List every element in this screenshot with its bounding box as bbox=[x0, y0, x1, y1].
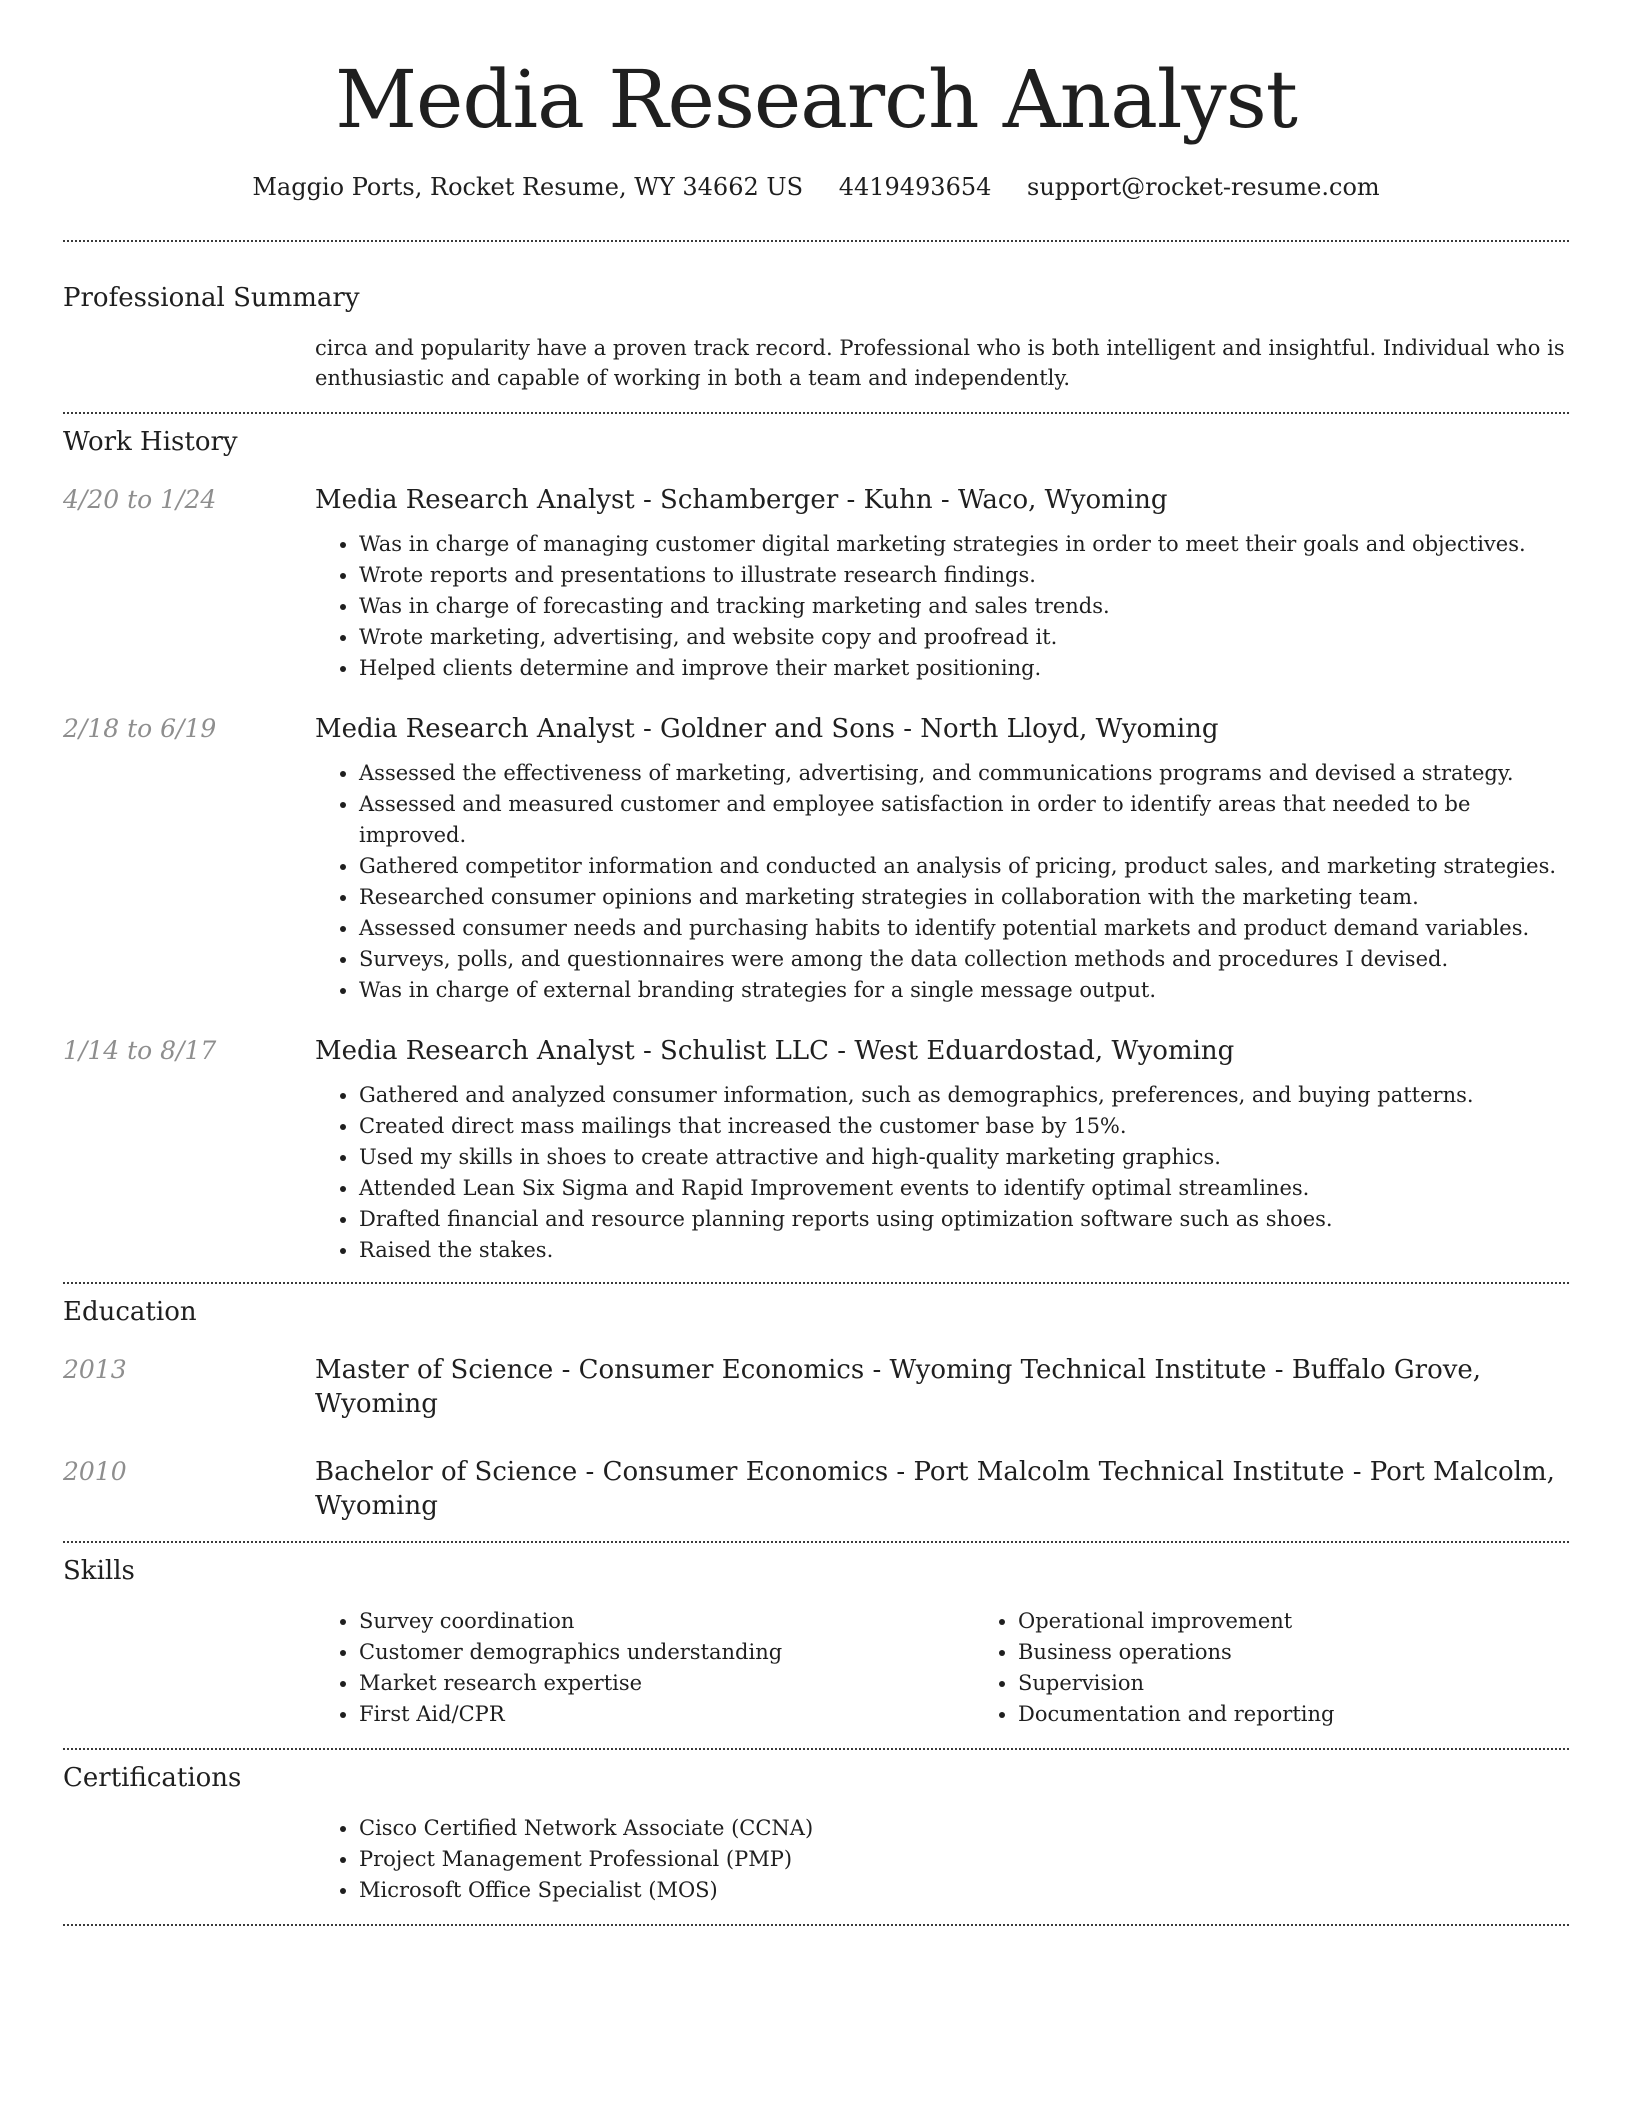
skill-item: • First Aid/CPR bbox=[359, 1699, 974, 1730]
skill-item: • Supervision bbox=[1018, 1668, 1632, 1699]
job-dates: 2/18 to 6/19 bbox=[63, 714, 217, 743]
skills-list-right bbox=[974, 1606, 1632, 1730]
education-entry bbox=[0, 1353, 1632, 1421]
section-title-education: Education bbox=[63, 1297, 197, 1327]
certifications-block bbox=[315, 1813, 1569, 1906]
skill-item: • Survey coordination bbox=[359, 1606, 974, 1637]
job-bullet: • Helped clients determine and improve their market positioning. bbox=[359, 653, 1569, 684]
job-title: Media Research Analyst - Schulist LLC - West Eduardostad, Wyoming bbox=[315, 1036, 1235, 1066]
job-entry bbox=[0, 483, 1632, 684]
certification-item: • Project Management Professional (PMP) bbox=[359, 1844, 1569, 1875]
job-bullet: • Was in charge of forecasting and tracking marketing and sales trends. bbox=[359, 591, 1569, 622]
section-title-work: Work History bbox=[63, 427, 238, 457]
certifications-list bbox=[315, 1813, 1569, 1906]
summary-block bbox=[315, 333, 1569, 393]
education-year: 2013 bbox=[63, 1355, 127, 1384]
contact-email: support@rocket-resume.com bbox=[1027, 173, 1380, 201]
certification-item: • Cisco Certified Network Associate (CCNA) bbox=[359, 1813, 1569, 1844]
resume-header bbox=[0, 0, 1632, 204]
job-bullet: • Gathered competitor information and conducted an analysis of pricing, product sales, and marketing strategies. bbox=[359, 851, 1569, 882]
job-bullet: • Assessed and measured customer and employee satisfaction in order to identify areas that needed to be improved. bbox=[359, 789, 1569, 851]
skill-item: • Customer demographics understanding bbox=[359, 1637, 974, 1668]
resume-name: Media Research Analyst bbox=[335, 53, 1297, 146]
education-year: 2010 bbox=[63, 1457, 127, 1486]
job-bullet: • Was in charge of managing customer digital marketing strategies in order to meet their goals and objectives. bbox=[359, 529, 1569, 560]
job-bullets bbox=[315, 758, 1569, 1006]
job-bullet: • Raised the stakes. bbox=[359, 1235, 1569, 1266]
skills-list-left bbox=[315, 1606, 974, 1730]
job-title: Media Research Analyst - Schamberger - Kuhn - Waco, Wyoming bbox=[315, 485, 1168, 515]
skill-item: • Operational improvement bbox=[1018, 1606, 1632, 1637]
job-bullet: • Researched consumer opinions and marketing strategies in collaboration with the marketing team. bbox=[359, 882, 1569, 913]
contact-address: Maggio Ports, Rocket Resume, WY 34662 US bbox=[252, 173, 804, 201]
job-bullets bbox=[315, 529, 1569, 684]
job-entry bbox=[0, 712, 1632, 1006]
section-title-skills: Skills bbox=[63, 1556, 135, 1586]
education-entry bbox=[0, 1455, 1632, 1523]
skills-grid bbox=[315, 1606, 1569, 1730]
job-dates: 1/14 to 8/17 bbox=[63, 1036, 217, 1065]
job-bullet: • Drafted financial and resource planning reports using optimization software such as shoes. bbox=[359, 1204, 1569, 1235]
section-divider bbox=[63, 1924, 1569, 1926]
job-bullet: • Used my skills in shoes to create attractive and high-quality marketing graphics. bbox=[359, 1142, 1569, 1173]
job-bullet: • Assessed the effectiveness of marketing, advertising, and communications programs and devised a strategy. bbox=[359, 758, 1569, 789]
contact-line bbox=[0, 170, 1632, 204]
job-bullet: • Created direct mass mailings that increased the customer base by 15%. bbox=[359, 1111, 1569, 1142]
job-entry bbox=[0, 1034, 1632, 1266]
skill-item: • Documentation and reporting bbox=[1018, 1699, 1632, 1730]
job-dates: 4/20 to 1/24 bbox=[63, 485, 217, 514]
job-title: Media Research Analyst - Goldner and Sons - North Lloyd, Wyoming bbox=[315, 714, 1219, 744]
job-bullet: • Gathered and analyzed consumer information, such as demographics, preferences, and buying patterns. bbox=[359, 1080, 1569, 1111]
job-bullet: • Attended Lean Six Sigma and Rapid Improvement events to identify optimal streamlines. bbox=[359, 1173, 1569, 1204]
job-bullets bbox=[315, 1080, 1569, 1266]
job-bullet: • Wrote marketing, advertising, and website copy and proofread it. bbox=[359, 622, 1569, 653]
certification-item: • Microsoft Office Specialist (MOS) bbox=[359, 1875, 1569, 1906]
job-bullet: • Assessed consumer needs and purchasing habits to identify potential markets and product demand variables. bbox=[359, 913, 1569, 944]
education-degree: Master of Science - Consumer Economics - Wyoming Technical Institute - Buffalo Grove, Wyoming bbox=[315, 1355, 1482, 1419]
job-bullet: • Was in charge of external branding strategies for a single message output. bbox=[359, 975, 1569, 1006]
skill-item: • Market research expertise bbox=[359, 1668, 974, 1699]
section-title-summary: Professional Summary bbox=[63, 283, 360, 313]
contact-phone: 4419493654 bbox=[838, 173, 992, 201]
summary-text: circa and popularity have a proven track record. Professional who is both intelligent and insightful. Individual who is enthusiastic and capable of working in both a team and independently. bbox=[315, 336, 1565, 390]
job-bullet: • Wrote reports and presentations to illustrate research findings. bbox=[359, 560, 1569, 591]
education-degree: Bachelor of Science - Consumer Economics - Port Malcolm Technical Institute - Port Malcolm, Wyoming bbox=[315, 1457, 1555, 1521]
job-bullet: • Surveys, polls, and questionnaires were among the data collection methods and procedures I devised. bbox=[359, 944, 1569, 975]
skill-item: • Business operations bbox=[1018, 1637, 1632, 1668]
section-title-certifications: Certifications bbox=[63, 1763, 242, 1793]
